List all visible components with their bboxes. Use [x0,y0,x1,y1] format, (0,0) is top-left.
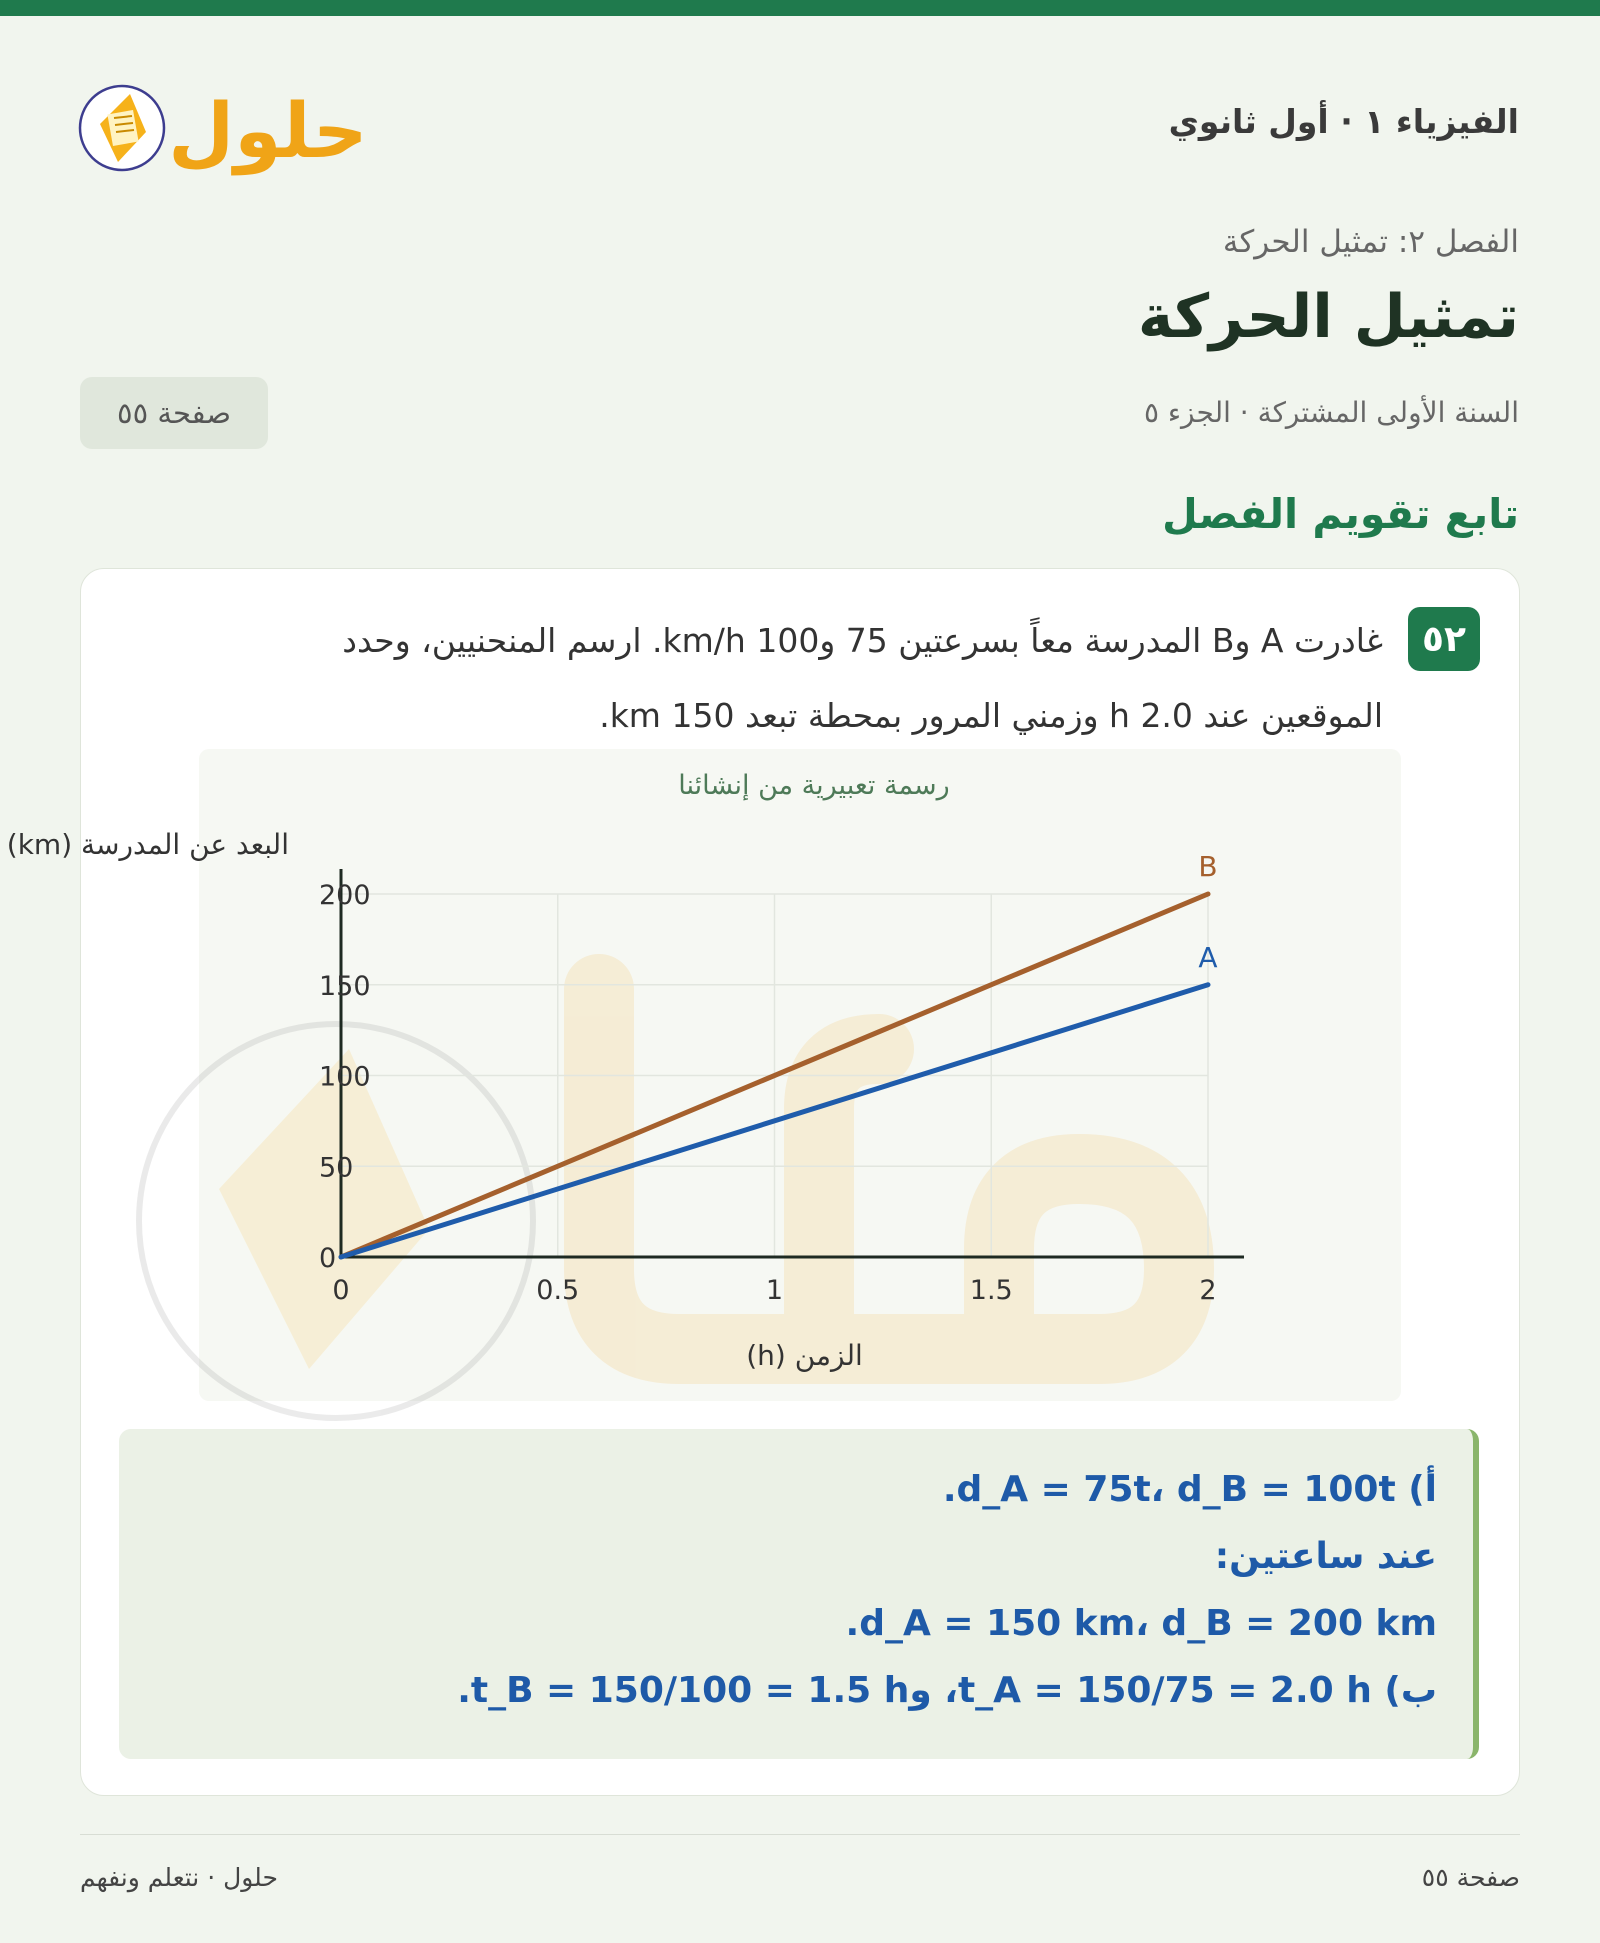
x-tick-label: 0.5 [536,1275,580,1306]
page-title: تمثيل الحركة [1137,282,1519,352]
y-tick-label: 150 [319,970,371,1002]
y-tick-label: 0 [319,1243,337,1274]
x-axis-label: الزمن (h) [746,1339,863,1372]
logo-text: حلول [168,86,368,175]
y-tick-label: 100 [319,1061,371,1093]
question-card [6,568,1520,1796]
answer-line-2: عند ساعتين: [1214,1536,1437,1577]
series-label-A: A [1198,940,1218,974]
footer-brand: حلول · نتعلم ونفهم [80,1863,278,1892]
chart-caption: رسمة تعبيرية من إنشائنا [678,770,950,801]
footer-divider [80,1834,1520,1835]
question-text: غادرت A وB المدرسة معاً بسرعتين 75 و100 km/h. ارسم المنحنيين، وحدد الموقعين عند 2.0 h وزمني المرور بمحطة تبعد 150 km. [342,621,1383,735]
subject-label: الفيزياء ١ · أول ثانوي [1168,102,1519,141]
hlool-logo [78,62,368,182]
watermark-logo [139,989,1179,1418]
answer-line-4: ب) t_A = 150/75 = 2.0 h، وt_B = 150/100 = 1.5 h. [457,1670,1437,1711]
answer-line-3: d_A = 150 km، d_B = 200 km. [845,1603,1437,1644]
answer-box [119,1429,1479,1759]
question-number-badge: ٥٢ [1408,607,1480,671]
y-tick-label: 200 [319,880,371,911]
x-tick-label: 1.5 [969,1275,1013,1306]
chart-svg [6,749,1401,1401]
top-accent-bar [0,0,1600,16]
meta-label: السنة الأولى المشتركة · الجزء ٥ [1143,396,1519,429]
y-axis-label: البعد عن المدرسة (km) [6,828,289,861]
chart-container [6,749,1401,1401]
y-tick-label: 50 [319,1152,354,1184]
x-tick-label: 2 [1199,1275,1217,1306]
section-title: تابع تقويم الفصل [1162,490,1519,538]
answer-line-1: أ) d_A = 75t، d_B = 100t. [942,1469,1437,1510]
page-number-badge: صفحة ٥٥ [80,377,268,449]
footer-page-number: صفحة ٥٥ [1421,1863,1520,1892]
x-tick-label: 0 [332,1275,350,1306]
chapter-label: الفصل ٢: تمثيل الحركة [1222,224,1519,260]
series-label-B: B [1198,850,1218,883]
x-tick-label: 1 [765,1275,784,1306]
